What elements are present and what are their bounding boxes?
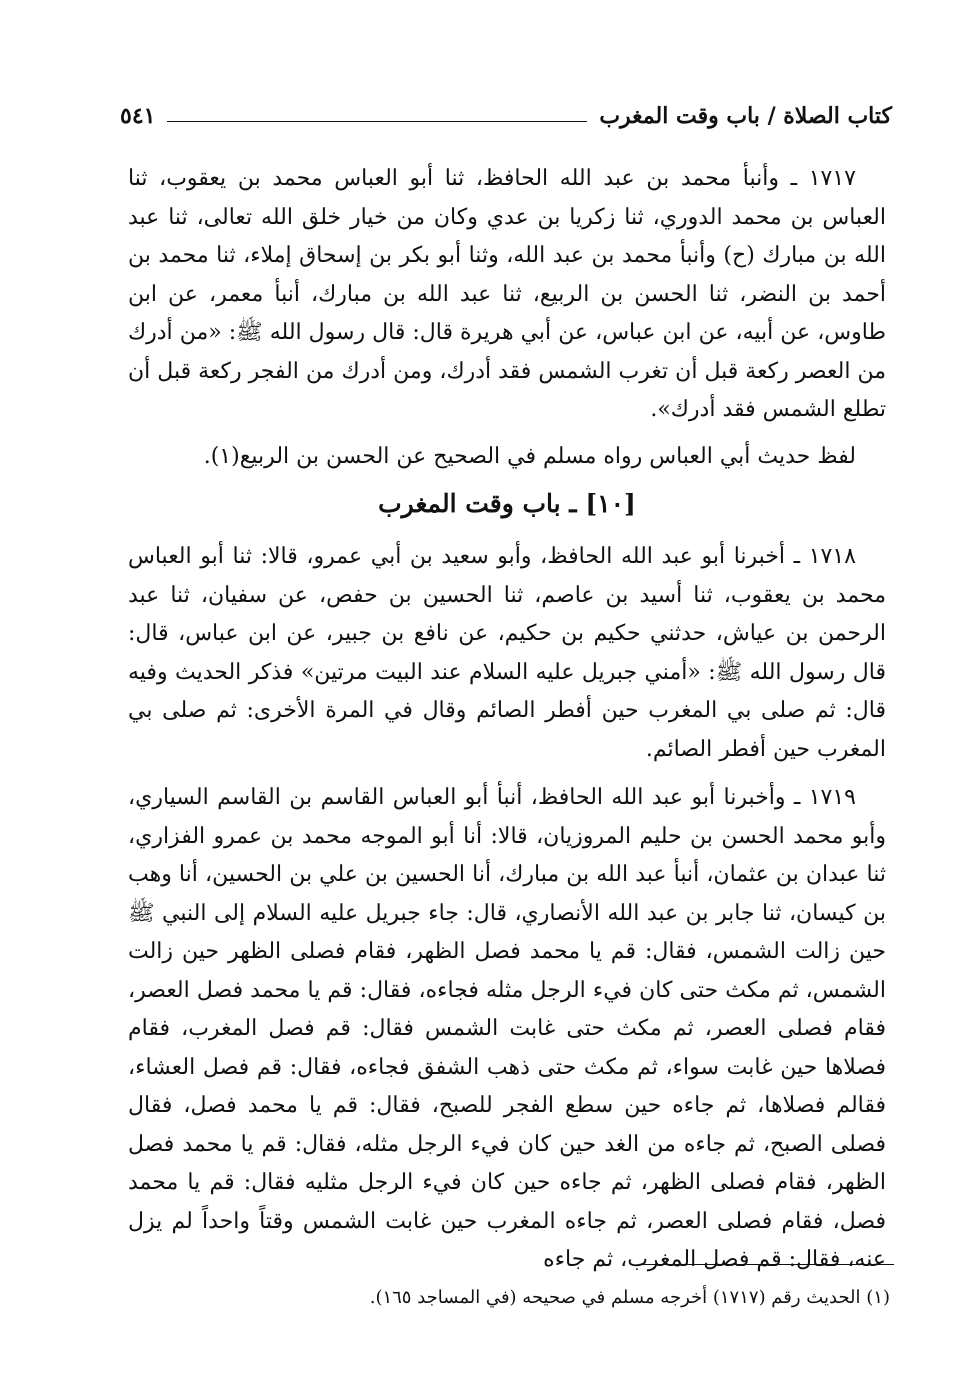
hadith-1719: ١٧١٩ ـ وأخبرنا أبو عبد الله الحافظ، أنبأ أبو العباس القاسم بن القاسم السياري، وأبو محمد الحسن بن حليم المروزيان، قالا: أنا أبو الموجه محمد بن عمرو الفزاري، ثنا عبدان بن عثمان، أنبأ عبد الله بن مبارك، أنا الحسين بن علي بن الحسين، أنا وهب بن كيسان، ثنا جابر بن عبد الله الأنصاري، قال: جاء جبريل عليه السلام إلى النبي ﷺ حين زالت الشمس، فقال: قم يا محمد فصل الظهر، فقام فصلى الظهر حين زالت الشمس، ثم مكث حتى كان فيء الرجل مثله فجاءه، فقال: قم يا محمد فصل العصر، فقام فصلى العصر، ثم مكث حتى غابت الشمس فقال: قم فصل المغرب، فقام فصلاها حين غابت سواء، ثم مكث حتى ذهب الشفق فجاءه، فقال: قم فصل العشاء، فقالم فصلاها، ثم جاءه حين سطع الفجر للصبح، فقال: قم يا محمد فصل، فقال فصلى الصبح، ثم جاءه من الغد حين كان فيء الرجل مثله، فقال: قم يا محمد فصل الظهر، فقام فصلى الظهر، ثم جاءه حين كان فيء الرجل مثليه فقال: قم يا محمد فصل، فقام فصلى العصر، ثم جاءه المغرب حين غابت الشمس وقتاً واحداً لم يزل عنه، فقال: قم فصل المغرب، ثم جاءه [128, 785, 886, 1272]
hadith-1717: ١٧١٧ ـ وأنبأ محمد بن عبد الله الحافظ، ثنا أبو العباس محمد بن يعقوب، ثنا العباس بن محمد الدوري، ثنا زكريا بن عدي وكان من خيار خلق الله تعالى، ثنا عبد الله بن مبارك (ح) وأنبأ محمد بن عبد الله، وثنا أبو بكر بن إسحاق إملاء، ثنا محمد بن أحمد بن النضر، ثنا الحسن بن الربيع، ثنا عبد الله بن مبارك، أنبأ معمر، عن ابن طاوس، عن أبيه، عن ابن عباس، عن أبي هريرة قال: قال رسول الله ﷺ: «من أدرك من العصر ركعة قبل أن تغرب الشمس فقد أدرك، ومن أدرك من الفجر ركعة قبل أن تطلع الشمس فقد أدرك». [128, 166, 886, 422]
body-text [128, 160, 886, 1280]
running-title: كتاب الصلاة / باب وقت المغرب [599, 103, 892, 129]
running-header [120, 96, 892, 136]
hadith-1717-note: لفظ حديث أبي العباس رواه مسلم في الصحيح عن الحسن بن الربيع(١). [203, 443, 856, 469]
footnote-rule [640, 1264, 894, 1265]
header-rule [167, 121, 587, 122]
section-heading: [١٠] ـ باب وقت المغرب [378, 489, 636, 518]
page-number: ٥٤١ [120, 103, 156, 129]
footnote: (١) الحديث رقم (١٧١٧) أخرجه مسلم في صحيحه (في المساجد ١٦٥). [369, 1287, 890, 1308]
hadith-1718: ١٧١٨ ـ أخبرنا أبو عبد الله الحافظ، وأبو سعيد بن أبي عمرو، قالا: ثنا أبو العباس محمد بن يعقوب، ثنا أسيد بن عاصم، ثنا الحسين بن حفص، عن سفيان، ثنا عبد الرحمن بن عياش، حدثني حكيم بن حكيم، عن نافع بن جبير، عن ابن عباس، قال: قال رسول الله ﷺ: «أمني جبريل عليه السلام عند البيت مرتين» فذكر الحديث وفيه قال: ثم صلى بي المغرب حين أفطر الصائم وقال في المرة الأخرى: ثم صلى بي المغرب حين أفطر الصائم. [128, 544, 886, 762]
